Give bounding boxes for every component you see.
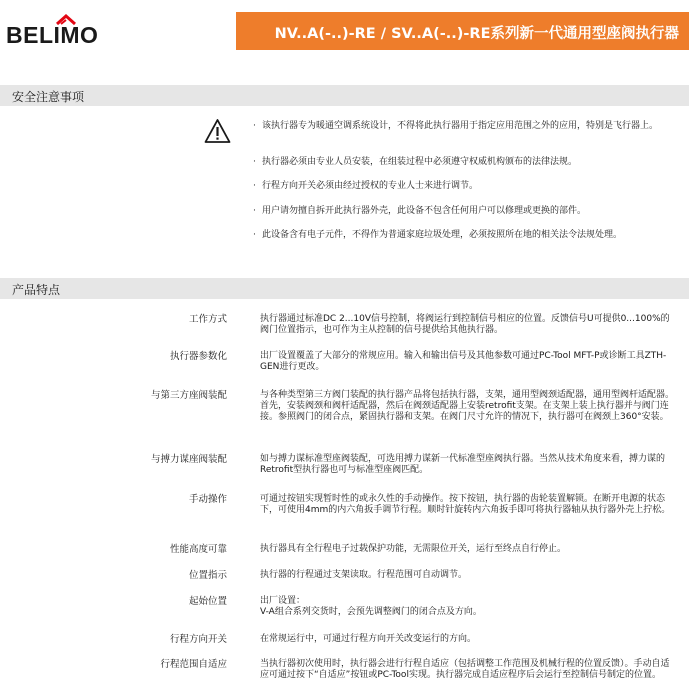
feature-label: 执行器参数化 <box>169 351 227 362</box>
features-section-header <box>0 278 689 299</box>
feature-label: 与第三方座阀装配 <box>150 390 227 401</box>
feature-text: 出厂设置覆盖了大部分的常规应用。输入和输出信号及其他参数可通过PC-Tool MFT-P或诊断工具ZTH-GEN进行更改。 <box>260 351 667 372</box>
feature-text: 在常规运行中，可通过行程方向开关改变运行的方向。 <box>260 634 477 644</box>
feature-text: 如与搏力谋标准型座阀装配，可选用搏力谋新一代标准型座阀执行器。当然从技术角度来看，搏力谋的Retrofit型执行器也可与标准型座阀匹配。 <box>260 454 666 475</box>
feature-label: 工作方式 <box>188 314 227 325</box>
feature-label: 性能高度可靠 <box>169 544 227 555</box>
belimo-logo: BELIMO <box>6 22 99 48</box>
feature-text: 出厂设置： V-A组合系列交货时，会预先调整阀门的闭合点及方向。 <box>260 596 482 617</box>
feature-text: 执行器通过标准DC 2...10V信号控制，将阀运行到控制信号相应的位置。反馈信号U可提供0...100%的阀门位置指示，也可作为主从控制的信号提供给其他执行器。 <box>260 314 670 335</box>
feature-label: 行程方向开关 <box>169 634 227 645</box>
feature-label: 起始位置 <box>188 596 227 607</box>
feature-label: 行程范围自适应 <box>160 659 227 670</box>
feature-label: 手动操作 <box>188 494 227 505</box>
feature-label: 与搏力谋座阀装配 <box>150 454 227 465</box>
feature-text: 当执行器初次使用时，执行器会进行行程自适应（包括调整工作范围及机械行程的位置反馈）。手动自适应可通过按下“自适应”按钮或PC-Tool实现。执行器完成自适应程序后会运行至控制信号制定的位置。 <box>260 659 670 680</box>
safety-item: · 执行器必须由专业人员安装，在组装过程中必须遵守权威机构颁布的法律法规。 <box>253 157 578 167</box>
safety-item: · 此设备含有电子元件，不得作为普通家庭垃圾处理，必须按照所在地的相关法令法规处理。 <box>253 230 623 240</box>
features-section-title: 产品特点 <box>12 283 61 297</box>
feature-text: 可通过按钮实现暂时性的或永久性的手动操作。按下按钮，执行器的齿轮装置解锁。在断开电源的状态下，可使用4mm的内六角扳手调节行程。顺时针旋转内六角扳手即可将执行器轴从执行器外壳上拧松。 <box>260 494 671 515</box>
logo-mark-icon <box>55 14 77 25</box>
safety-section-title: 安全注意事项 <box>12 90 85 104</box>
feature-label: 位置指示 <box>188 570 227 581</box>
feature-text: 执行器具有全行程电子过载保护功能，无需限位开关，运行至终点自行停止。 <box>260 544 567 554</box>
feature-text: 与各种类型第三方阀门装配的执行器产品将包括执行器，支架，通用型阀颈适配器，通用型阀杆适配器。首先，安装阀颈和阀杆适配器，然后在阀颈适配器上安装retrofit支架。在支架上装上执行器并与阀门连接。参照阀门的闭合点，紧固执行器和支架。在阀门尺寸允许的情况下，执行器可在阀颈上360°安装。 <box>260 390 675 422</box>
page-header <box>0 0 689 55</box>
page-title: NV..A(-..)-RE / SV..A(-..)-RE系列新一代通用型座阀执行器 <box>274 26 679 42</box>
title-bar <box>236 12 689 50</box>
warning-triangle-icon <box>204 118 231 144</box>
safety-item: · 该执行器专为暖通空调系统设计，不得将此执行器用于指定应用范围之外的应用，特别是飞行器上。 <box>253 121 659 131</box>
safety-section-header <box>0 85 689 106</box>
feature-text: 执行器的行程通过支架读取。行程范围可自动调节。 <box>260 570 468 580</box>
safety-item: · 用户请勿擅自拆开此执行器外壳，此设备不包含任何用户可以修理或更换的部件。 <box>253 206 587 216</box>
safety-item: · 行程方向开关必须由经过授权的专业人士来进行调节。 <box>253 181 479 191</box>
